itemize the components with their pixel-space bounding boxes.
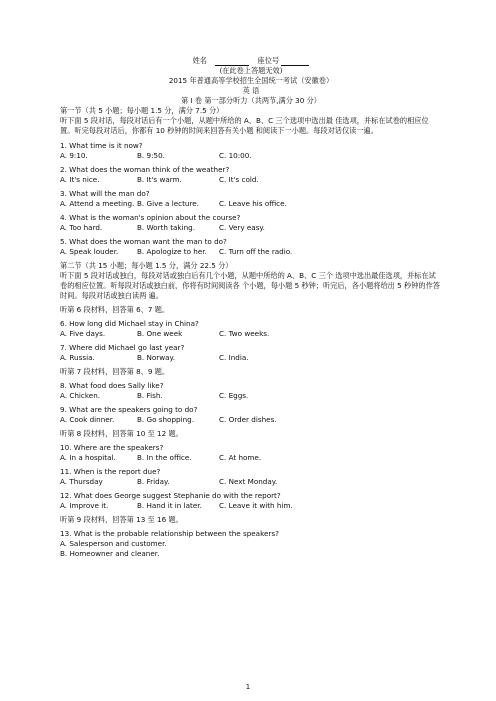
question-text: 12. What does George suggest Stephanie do with the report?: [60, 491, 281, 501]
answer-option[interactable]: C. Turn off the radio.: [219, 246, 293, 256]
answer-option[interactable]: C. Next Monday.: [219, 477, 278, 487]
answer-option[interactable]: B. One week: [137, 329, 183, 339]
answer-option[interactable]: A. Russia.: [60, 353, 95, 363]
answer-option[interactable]: C. It's cold.: [219, 174, 259, 184]
answer-option[interactable]: A. Speak louder.: [60, 246, 119, 256]
answer-option[interactable]: C. Eggs.: [219, 391, 249, 401]
name-blank[interactable]: [215, 57, 249, 66]
answer-option[interactable]: A. In a hospital.: [60, 453, 116, 463]
answer-options: [60, 247, 442, 257]
section1-title: 第一节（共 5 小题；每小题 1.5 分，满分 7.5 分）: [60, 106, 224, 115]
answer-option[interactable]: B. In the office.: [137, 453, 192, 463]
answer-option[interactable]: C. India.: [219, 353, 249, 363]
name-seat-line: [60, 56, 442, 66]
question-text: 7. Where did Michael go last year?: [60, 343, 185, 353]
answer-options: [60, 453, 442, 463]
answer-options: [60, 199, 442, 209]
page-number: 1: [245, 683, 251, 691]
question-text: 2. What does the woman think of the weather?: [60, 164, 230, 174]
answer-option[interactable]: B. Fish.: [137, 391, 163, 401]
answer-option[interactable]: B. Worth taking.: [137, 222, 195, 232]
answer-option[interactable]: A. Too hard.: [60, 222, 103, 232]
seat-blank[interactable]: [281, 57, 309, 66]
answer-option[interactable]: C. Very easy.: [219, 222, 265, 232]
answer-options: [60, 391, 442, 401]
section2-groups: [60, 305, 442, 559]
answer-option[interactable]: B. Hand it in later.: [137, 501, 202, 511]
answer-option[interactable]: B. Apologize to her.: [137, 246, 207, 256]
question-text: 6. How long did Michael stay in China?: [60, 319, 199, 329]
question-text: 13. What is the probable relationship between the speakers?: [60, 529, 279, 539]
answer-option[interactable]: C. Leave his office.: [219, 198, 287, 208]
answer-options: [60, 151, 442, 161]
answer-options: [60, 415, 442, 425]
answer-option[interactable]: B. It's warm.: [137, 174, 182, 184]
answer-option[interactable]: C. Two weeks.: [219, 329, 270, 339]
answer-options: [60, 329, 442, 339]
answer-option[interactable]: B. Go shopping.: [137, 415, 194, 425]
answer-options: [60, 223, 442, 233]
answer-option[interactable]: A. Chicken.: [60, 391, 101, 401]
seat-label: 座位号: [257, 56, 280, 65]
answer-option[interactable]: C. Order dishes.: [219, 415, 277, 425]
group-intro: 听第 6 段材料，回答第 6、7 题。: [60, 305, 170, 315]
answer-option[interactable]: B. Give a lecture.: [137, 198, 199, 208]
answer-option[interactable]: A. Cook dinner.: [60, 415, 115, 425]
question-text: 10. Where are the speakers?: [60, 443, 164, 453]
header-note: (在此卷上答题无效): [219, 66, 283, 75]
question-text: 5. What does the woman want the man to do?: [60, 236, 227, 246]
answer-option[interactable]: A. Improve it.: [60, 501, 109, 511]
answer-option[interactable]: C. 10:00.: [219, 150, 252, 160]
section1-questions: [60, 141, 442, 257]
answer-option[interactable]: A. 9:10.: [60, 150, 88, 160]
group-intro: 听第 8 段材料，回答第 10 至 12 题。: [60, 429, 183, 439]
question-text: 11. When is the report due?: [60, 467, 161, 477]
answer-option[interactable]: B. Friday.: [137, 477, 170, 487]
answer-option[interactable]: C. At home.: [219, 453, 262, 463]
answer-option[interactable]: B. Norway.: [137, 353, 176, 363]
answer-options: [60, 501, 442, 511]
exam-title: 2015 年普通高等学校招生全国统一考试（安徽卷）: [168, 76, 334, 85]
subject-title: 英 语: [242, 86, 260, 95]
question-text: 4. What is the woman's opinion about the course?: [60, 212, 241, 222]
section2-instructions: 听下面 5 段对话或独白，每段对话或独白后有几个小题，从题中所给的 A、B、C 三个 选项中选出最佳选项，并标在试卷的相应位置。听每段对话或独白前，你将有时间阅读各 个小题，每小题 5 秒钟；听完后，各小题将给出 5 秒钟的作答时间。每段对话或独白读两 遍。: [60, 270, 440, 301]
answer-options: [60, 353, 442, 363]
section1-instructions: 听下面 5 段对话，每段对话后有一个小题，从题中所给的 A、B、C 三个选项中选出最 佳选项，并标在试卷的相应位置。听完每段对话后，你都有 10 秒钟的时间来回答有关小题 和阅读下一小题。每段对话仅读一遍。: [60, 116, 429, 136]
question-text: 8. What food does Sally like?: [60, 381, 164, 391]
answer-option[interactable]: A. It's nice.: [60, 174, 100, 184]
name-label: 姓名: [192, 56, 207, 65]
answer-option[interactable]: B. Homeowner and cleaner.: [60, 549, 160, 559]
question-text: 9. What are the speakers going to do?: [60, 405, 198, 415]
part-title: 第 I 卷 第一部分听力（共两节,满分 30 分）: [181, 96, 321, 105]
answer-option[interactable]: C. Leave it with him.: [219, 501, 293, 511]
answer-option[interactable]: A. Five days.: [60, 329, 106, 339]
section2-title: 第二节（共 15 小题；每小题 1.5 分，满分 22.5 分）: [60, 260, 233, 270]
answer-option[interactable]: A. Thursday: [60, 477, 103, 487]
answer-options: [60, 477, 442, 487]
question-text: 1. What time is it now?: [60, 140, 143, 150]
exam-page: [60, 56, 442, 559]
group-intro: 听第 9 段材料，回答第 13 至 16 题。: [60, 515, 183, 525]
question-text: 3. What will the man do?: [60, 188, 150, 198]
answer-option[interactable]: B. 9:50.: [137, 150, 165, 160]
answer-option[interactable]: A. Salesperson and customer.: [60, 539, 167, 549]
answer-option[interactable]: A. Attend a meeting.: [60, 198, 135, 208]
answer-options: [60, 175, 442, 185]
group-intro: 听第 7 段材料，回答第 8、9 题。: [60, 367, 170, 377]
